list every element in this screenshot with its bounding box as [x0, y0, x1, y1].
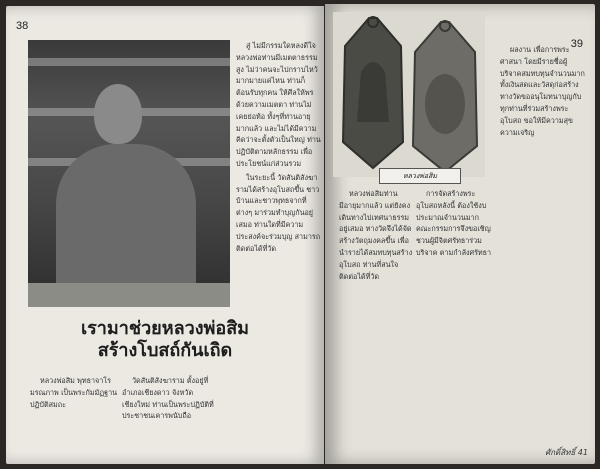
headline-line-1: เรามาช่วยหลวงพ่อสิม	[80, 318, 250, 339]
monk-head-shape	[94, 84, 142, 144]
left-main-para-2: ในระยะนี้ วัดสันติสังฆารามได้สร้างอุโบสถขึ้น ชาวบ้านและชาวพุทธจากที่ต่างๆ มาร่วมทำบุญกันอยู่เสมอ ท่านใดที่มีความประสงค์จะร่วมบุญ สามารถติดต่อได้ที่วัด	[236, 172, 321, 253]
amulet-front	[343, 17, 403, 168]
left-main-column	[236, 40, 322, 460]
amulet-photo	[333, 12, 485, 177]
left-page-number: 38	[16, 20, 29, 32]
right-column-b	[416, 188, 494, 456]
right-col-a-text: หลวงพ่อสิมท่านมีอายุมากแล้ว แต่ยังคงเดินทางไปเทศนาธรรมอยู่เสมอ ทางวัดจึงได้จัดสร้างวัตถุมงคลขึ้น เพื่อนำรายได้สมทบทุนสร้างอุโบสถ ท่านที่สนใจติดต่อได้ที่วัด	[339, 189, 413, 281]
headline-line-2: สร้างโบสถ์กันเถิด	[97, 340, 233, 361]
right-col-c-text: ผลงาน เพื่อการพระศาสนา โดยมีรายชื่อผู้บริจาคสมทบทุนจำนวนมาก ทั้งเงินสดและวัสดุก่อสร้าง ทางวัดขออนุโมทนาบุญกับทุกท่านที่ร่วมสร้างพระอุโบสถ ขอให้มีความสุขความเจริญ	[500, 45, 585, 137]
amulet-back	[413, 21, 477, 172]
monk-photo	[28, 40, 230, 307]
byline-column-2	[122, 375, 220, 459]
byline-column-1	[30, 375, 118, 459]
right-column-a	[339, 188, 413, 456]
byline-text-1: หลวงพ่อสิม พุทธาจาโร มรณภาพ เป็นพระกัมมัฏฐาน ปฏิบัติสมถะ	[30, 376, 118, 409]
left-main-para-1: สู่ ไม่มีกรรมใดหลงดีใจ หลวงพ่อท่านมีเมตตาธรรมสูง ไม่ว่าคนจะไปกราบไหว้มากมายแค่ไหน ท่านก็ต้อนรับทุกคน ให้ศีลให้พรด้วยความเมตตา ท่านไม่เคยย่อท้อ ทั้งๆที่ท่านอายุมากแล้ว และไม่ได้มีความคิดว่าจะตั้งตัวเป็นใหญ่ ท่านปฏิบัติตามหลักธรรม เพื่อประโยชน์แก่ส่วนรวม	[236, 41, 321, 168]
amulet-caption: หลวงพ่อสิม	[379, 168, 461, 184]
byline-text-2: วัดสันติสังฆาราม ตั้งอยู่ที่อำเภอเชียงดาว จังหวัดเชียงใหม่ ท่านเป็นพระปฏิบัติที่ประชาชนเคารพนับถือ	[122, 376, 214, 421]
right-col-b-text: การจัดสร้างพระอุโบสถหลังนี้ ต้องใช้งบประมาณจำนวนมาก คณะกรรมการจึงขอเชิญชวนผู้มีจิตศรัทธาร่วมบริจาค ตามกำลังศรัทธา	[416, 189, 492, 257]
right-page-number: 39	[570, 38, 583, 50]
monk-body-shape	[56, 144, 196, 294]
right-footer: ศักดิ์สิทธิ์ 41	[545, 448, 588, 457]
floor-mat-shape	[28, 283, 230, 307]
right-column-c	[500, 44, 588, 442]
